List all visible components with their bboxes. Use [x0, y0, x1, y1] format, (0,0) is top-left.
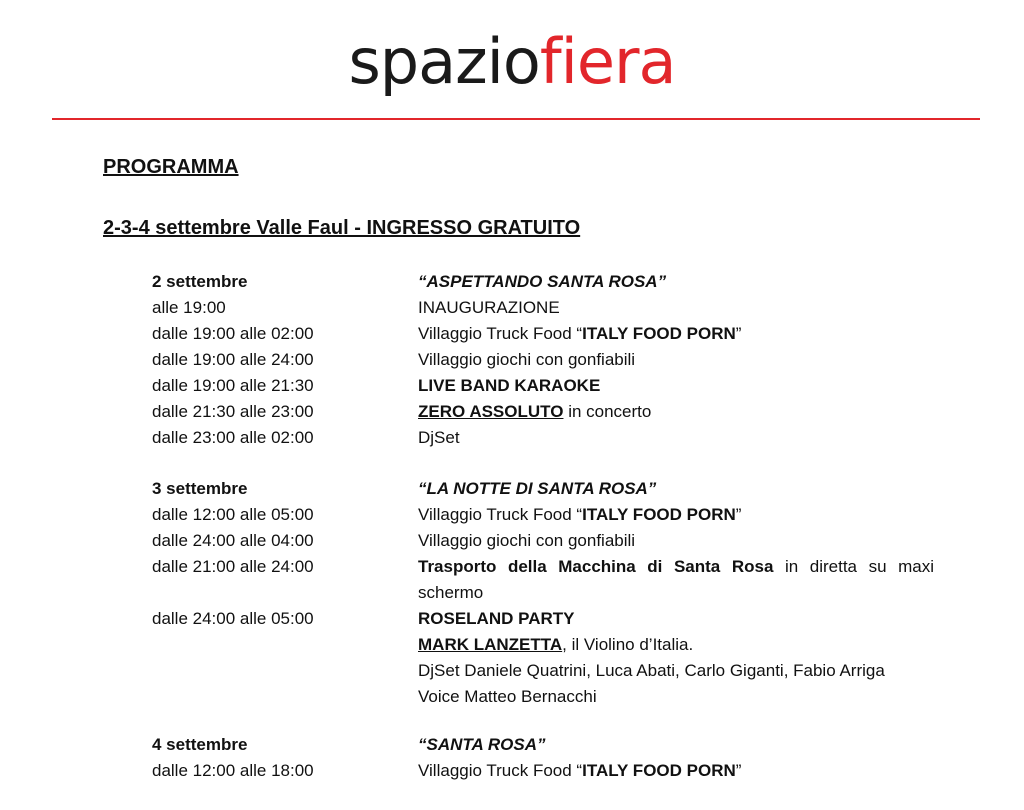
row-time: dalle 19:00 alle 24:00 — [152, 350, 314, 369]
day-title: “SANTA ROSA” — [418, 735, 546, 754]
row-time: dalle 12:00 alle 18:00 — [152, 761, 314, 780]
row-text — [418, 658, 934, 684]
schedule-row — [152, 758, 934, 784]
schedule-row — [152, 684, 934, 710]
row-bold-underline: MARK LANZETTA — [418, 635, 563, 654]
row-post: in concerto — [563, 402, 652, 421]
day-title: “LA NOTTE DI SANTA ROSA” — [418, 479, 657, 498]
row-time: dalle 19:00 alle 02:00 — [152, 324, 314, 343]
schedule-row — [152, 373, 934, 399]
row-plain: Villaggio giochi con gonfiabili — [418, 531, 636, 550]
logo-part-2: fiera — [539, 25, 676, 98]
row-bold: ITALY FOOD PORN — [582, 505, 736, 524]
row-text — [418, 502, 934, 528]
row-time: dalle 19:00 alle 21:30 — [152, 376, 314, 395]
logo-part-1: spazio — [348, 25, 540, 98]
day-header — [152, 269, 934, 295]
schedule-row — [152, 554, 934, 606]
row-post: in diretta su maxi schermo — [418, 557, 934, 602]
row-plain: DjSet Daniele Quatrini, Luca Abati, Carlo Giganti, Fabio Arriga — [418, 661, 885, 680]
row-text — [418, 554, 934, 606]
row-bold: Trasporto della Macchina di Santa Rosa — [418, 557, 774, 576]
schedule-row — [152, 295, 934, 321]
row-time: dalle 21:30 alle 23:00 — [152, 402, 314, 421]
row-post: ” — [735, 505, 742, 524]
row-pre: Villaggio Truck Food “ — [418, 324, 583, 343]
row-time: dalle 21:00 alle 24:00 — [152, 557, 314, 576]
schedule-row — [152, 632, 934, 658]
row-text — [418, 684, 934, 710]
day-date: 4 settembre — [152, 735, 248, 754]
page-heading: PROGRAMMA — [103, 156, 239, 178]
row-text — [418, 373, 934, 399]
schedule-row — [152, 528, 934, 554]
row-bold: LIVE BAND KARAOKE — [418, 376, 601, 395]
row-time: alle 19:00 — [152, 298, 226, 317]
row-time: dalle 24:00 alle 04:00 — [152, 531, 314, 550]
row-plain: INAUGURAZIONE — [418, 298, 560, 317]
row-time: dalle 23:00 alle 02:00 — [152, 428, 314, 447]
day-header — [152, 476, 934, 502]
day-date: 3 settembre — [152, 479, 248, 498]
row-text — [418, 347, 934, 373]
row-text — [418, 606, 934, 632]
row-time: dalle 12:00 alle 05:00 — [152, 505, 314, 524]
row-post: ” — [735, 761, 742, 780]
day-section-3-settembre — [152, 476, 934, 710]
row-bold: ITALY FOOD PORN — [582, 324, 736, 343]
row-post: , il Violino d’Italia. — [562, 635, 694, 654]
schedule-row — [152, 321, 934, 347]
header-divider — [52, 118, 980, 120]
row-text — [418, 295, 934, 321]
schedule-row — [152, 606, 934, 632]
row-plain: Voice Matteo Bernacchi — [418, 687, 597, 706]
row-pre: Villaggio Truck Food “ — [418, 505, 583, 524]
row-text — [418, 758, 934, 784]
schedule-row — [152, 502, 934, 528]
row-text — [418, 528, 934, 554]
schedule-row — [152, 347, 934, 373]
schedule-row — [152, 425, 934, 451]
day-section-4-settembre — [152, 732, 934, 784]
row-text — [418, 399, 934, 425]
page-subheading: 2-3-4 settembre Valle Faul - INGRESSO GRATUITO — [103, 217, 581, 239]
day-section-2-settembre — [152, 269, 934, 451]
row-time: dalle 24:00 alle 05:00 — [152, 609, 314, 628]
row-text — [418, 425, 934, 451]
row-plain: Villaggio giochi con gonfiabili — [418, 350, 636, 369]
day-header — [152, 732, 934, 758]
row-bold-underline: ZERO ASSOLUTO — [418, 402, 564, 421]
row-text — [418, 321, 934, 347]
schedule-row — [152, 399, 934, 425]
row-plain: DjSet — [418, 428, 460, 447]
day-date: 2 settembre — [152, 272, 248, 291]
spaziofiera-logo — [0, 22, 1024, 102]
row-bold: ITALY FOOD PORN — [582, 761, 736, 780]
row-pre: Villaggio Truck Food “ — [418, 761, 583, 780]
row-bold: ROSELAND PARTY — [418, 609, 575, 628]
day-title: “ASPETTANDO SANTA ROSA” — [418, 272, 667, 291]
row-text — [418, 632, 934, 658]
schedule-row — [152, 658, 934, 684]
row-post: ” — [735, 324, 742, 343]
